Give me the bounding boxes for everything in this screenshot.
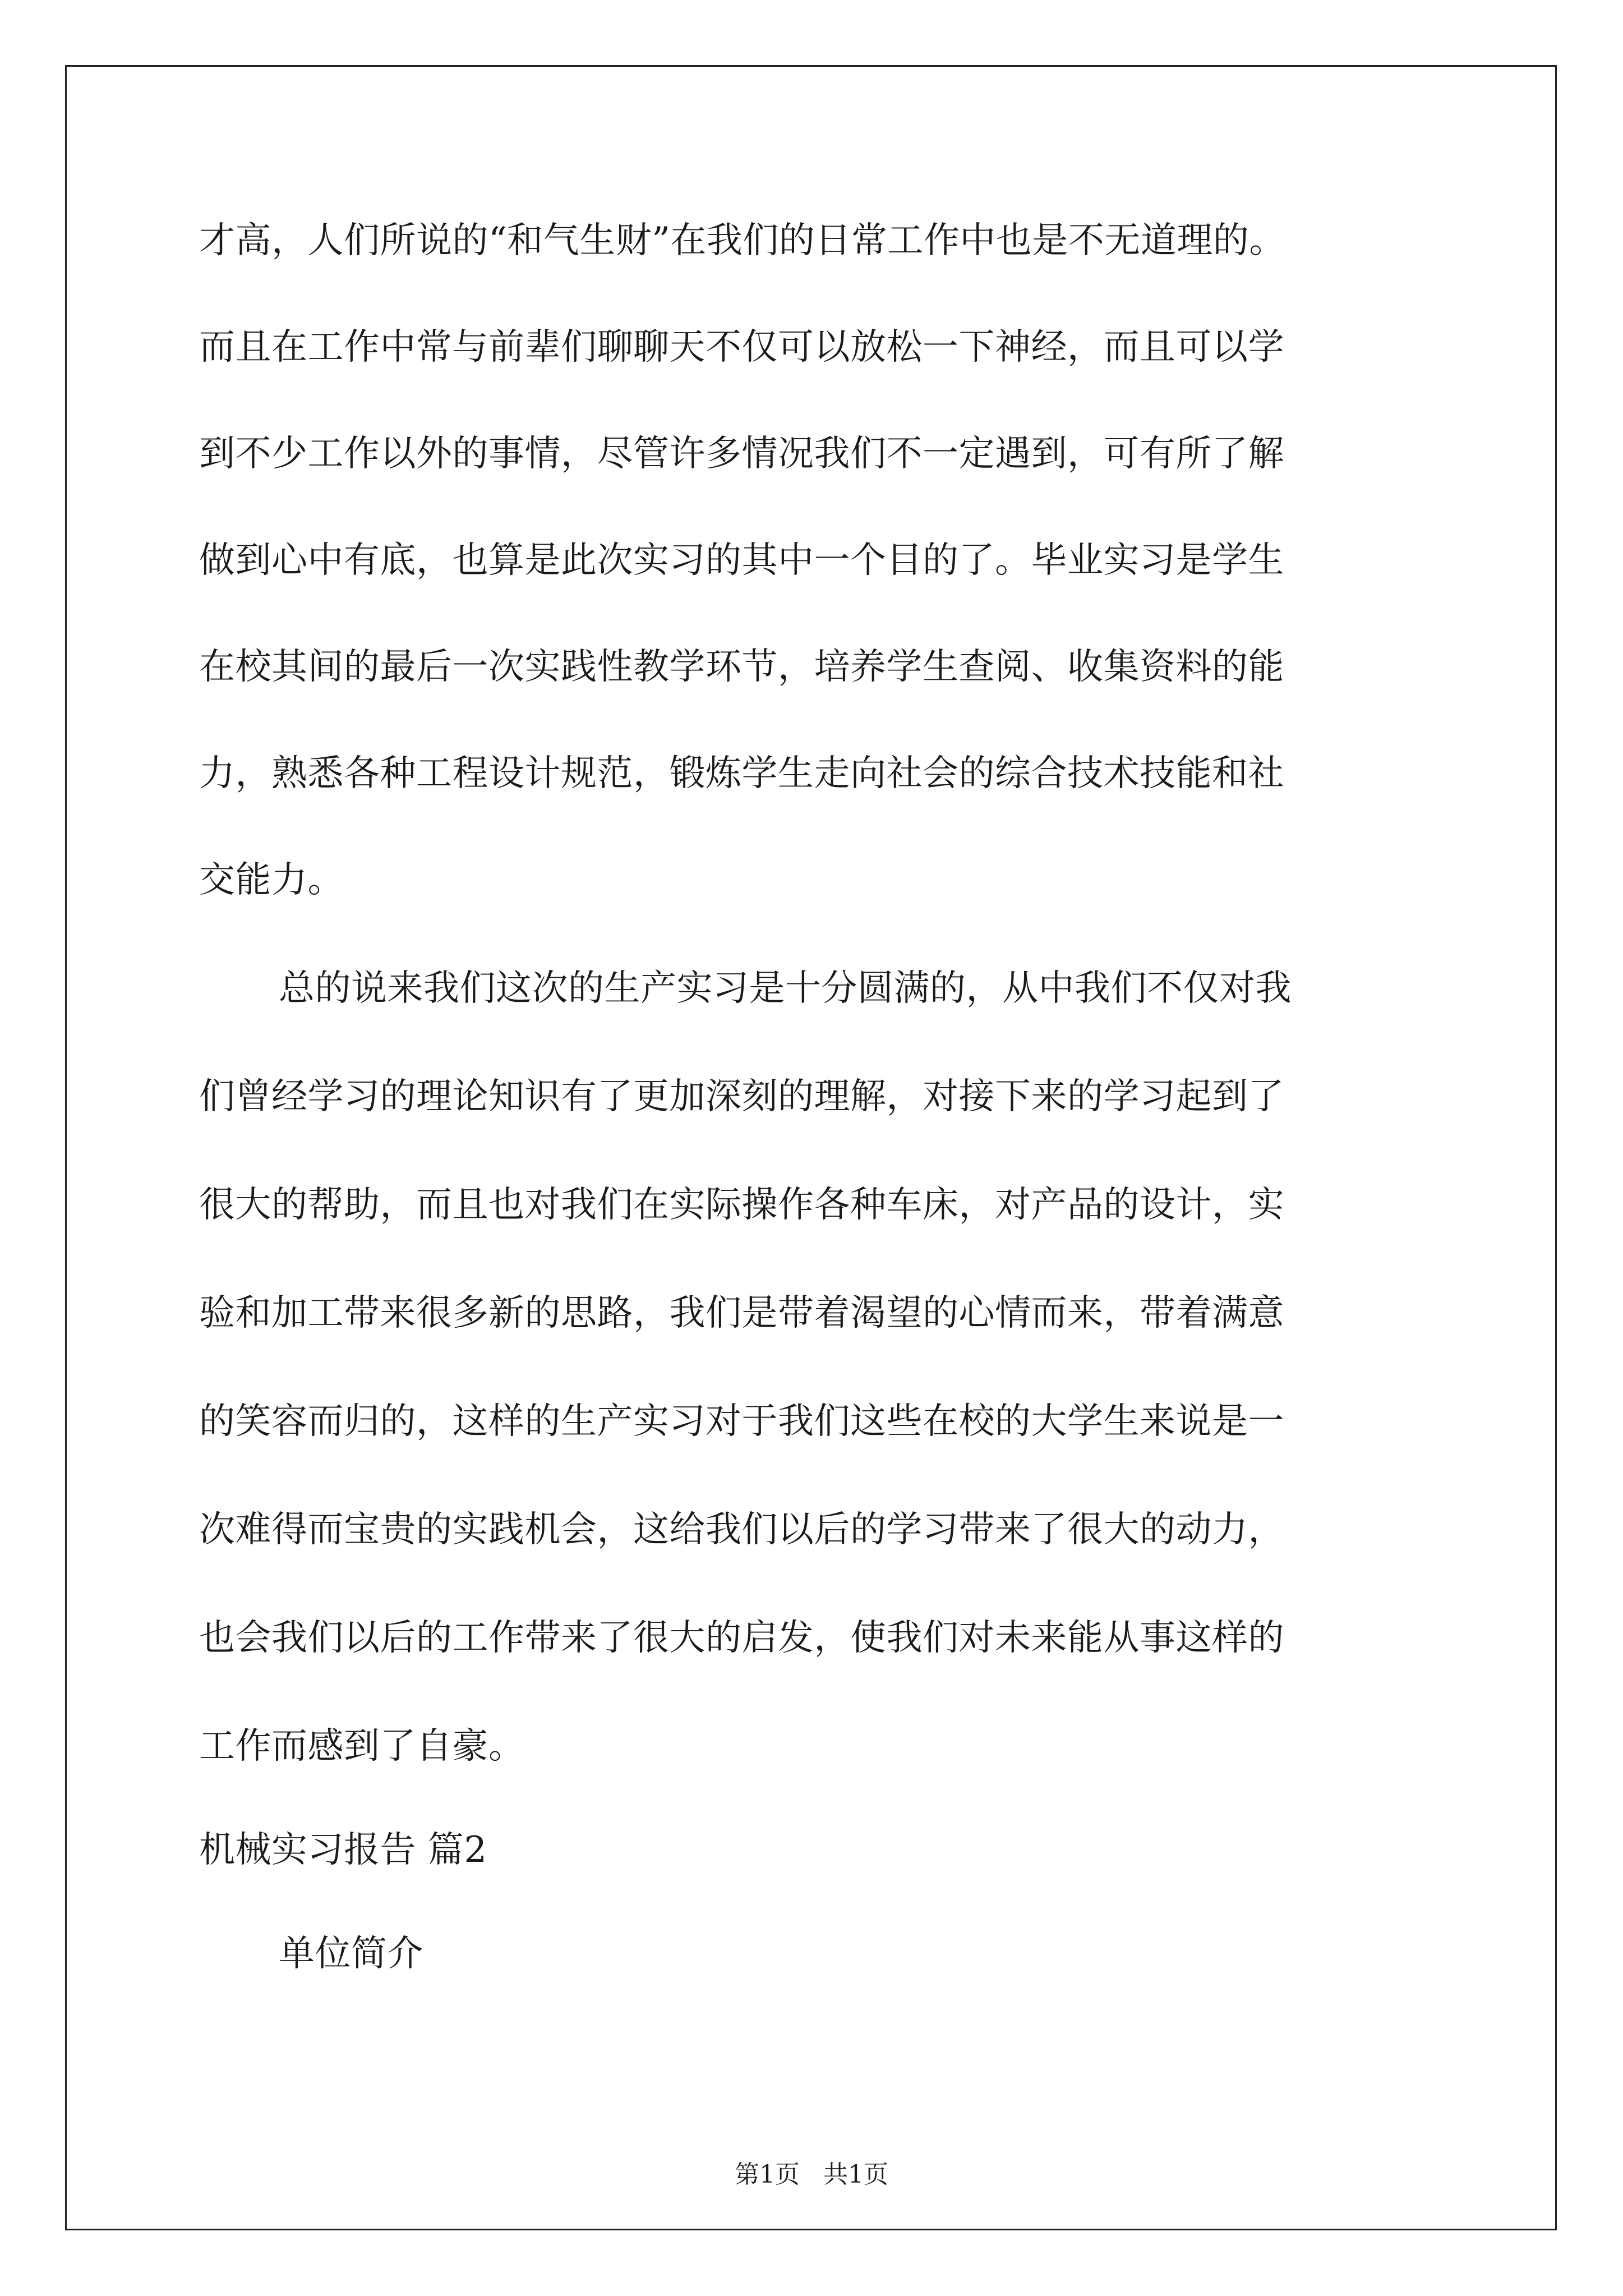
- section-heading: 机械实习报告 篇2: [199, 1829, 487, 1871]
- text-line: 工作而感到了自豪。: [199, 1726, 525, 1767]
- text-line: 很大的帮助，而且也对我们在实际操作各种车床，对产品的设计，实: [199, 1184, 1284, 1226]
- text-line: 交能力。: [199, 859, 344, 901]
- text-line: 验和加工带来很多新的思路，我们是带着渴望的心情而来，带着满意: [199, 1292, 1284, 1334]
- subsection-heading: 单位简介: [279, 1933, 423, 1975]
- text-line: 们曾经学习的理论知识有了更加深刻的理解，对接下来的学习起到了: [199, 1076, 1284, 1117]
- text-line: 力，熟悉各种工程设计规范，锻炼学生走向社会的综合技术技能和社: [199, 753, 1284, 794]
- text-line: 而且在工作中常与前辈们聊聊天不仅可以放松一下神经，而且可以学: [199, 326, 1284, 368]
- paragraph-first-line: 总的说来我们这次的生产实习是十分圆满的，从中我们不仅对我: [279, 968, 1292, 1009]
- text-line: 也会我们以后的工作带来了很大的启发，使我们对未来能从事这样的: [199, 1617, 1284, 1659]
- page-footer: 第1页 共1页: [735, 2160, 888, 2189]
- text-line: 次难得而宝贵的实践机会，这给我们以后的学习带来了很大的动力，: [199, 1509, 1284, 1550]
- text-line: 的笑容而归的，这样的生产实习对于我们这些在校的大学生来说是一: [199, 1401, 1284, 1442]
- text-line: 才高，人们所说的“和气生财”在我们的日常工作中也是不无道理的。: [199, 220, 1285, 261]
- page-border: [65, 65, 1557, 2230]
- text-line: 到不少工作以外的事情，尽管许多情况我们不一定遇到，可有所了解: [199, 433, 1284, 475]
- text-line: 在校其间的最后一次实践性教学环节，培养学生查阅、收集资料的能: [199, 646, 1284, 688]
- text-line: 做到心中有底，也算是此次实习的其中一个目的了。毕业实习是学生: [199, 540, 1284, 581]
